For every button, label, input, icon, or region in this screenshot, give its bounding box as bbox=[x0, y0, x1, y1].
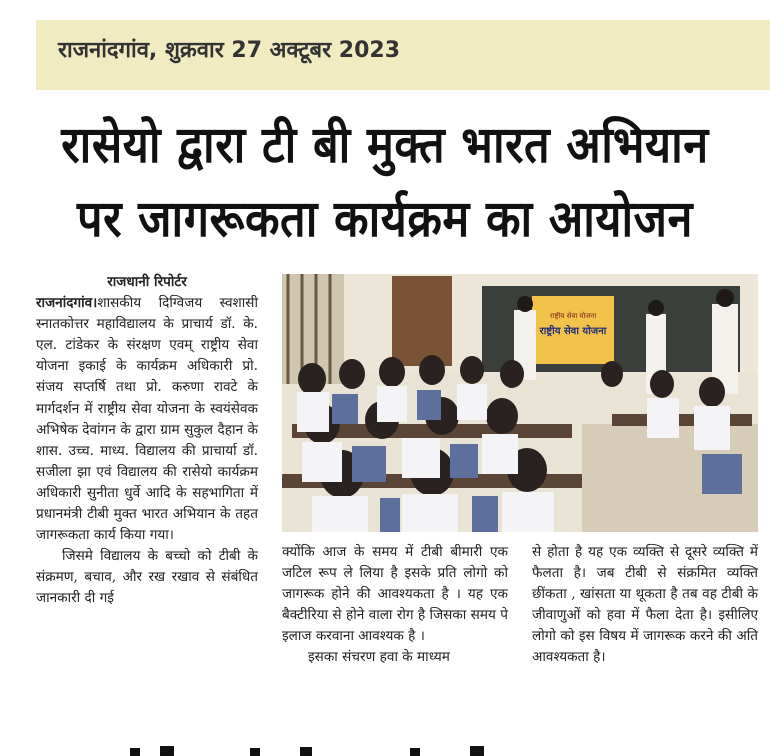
lead-place: राजनांदगांव। bbox=[36, 295, 98, 312]
article-column-3 bbox=[532, 542, 758, 669]
article-column-1 bbox=[36, 272, 258, 610]
classroom-photo-illustration bbox=[282, 274, 758, 532]
article-column-2 bbox=[282, 542, 508, 669]
banner-text-1: राष्ट्रीय सेवा योजना bbox=[549, 312, 597, 320]
headline-line-2: पर जागरूकता कार्यक्रम का आयोजन bbox=[77, 188, 693, 249]
dateline-banner bbox=[36, 20, 770, 90]
article-paragraph-1 bbox=[36, 293, 258, 546]
news-photo bbox=[282, 274, 758, 532]
banner-text-2: राष्ट्रीय सेवा योजना bbox=[539, 326, 607, 337]
dateline-text: राजनांदगांव, शुक्रवार 27 अक्टूबर 2023 bbox=[58, 38, 400, 63]
article-paragraph-4: इसका संचरण हवा के माध्यम bbox=[308, 649, 450, 666]
article-paragraph-3: क्योंकि आज के समय में टीबी बीमारी एक जटिल रूप ले लिया है इसके प्रति लोगो को जागरूक होने की आवश्यकता है । यह एक बैक्टीरिया से होने वाला रोग है जिसका समय पे इलाज करवाना आवश्यक है । bbox=[282, 544, 508, 645]
cropped-next-headline bbox=[130, 744, 550, 756]
article-paragraph-5: से होता है यह एक व्यक्ति से दूसरे व्यक्ति में फैलता है। जब टीबी से संक्रमित व्यक्ति छींकता , खांसता या थूकता है तब वह टीबी के जीवाणुओं को हवा में फैला देता है। इसीलिए लोगो को इस विषय में जागरूक करने की अति आवश्यकता है। bbox=[532, 544, 758, 666]
headline-line-1: रासेयो द्वारा टी बी मुक्त भारत अभियान bbox=[61, 114, 709, 175]
byline: राजधानी रिपोर्टर bbox=[107, 274, 187, 290]
article-paragraph-1-text: शासकीय दिग्विजय स्वशासी स्नातकोत्तर महाविद्यालय के प्राचार्य डॉ. के. एल. टांडेकर के संरक्षण एवम् राष्ट्रीय सेवा योजना इकाई के कार्यक्रम अधिकारी प्रो. संजय सप्तर्षि तथा प्रो. करुणा रावटे के मार्गदर्शन में राष्ट्रीय सेवा योजना के स्वयंसेवक अभिषेक देवांगन के द्वारा ग्राम सुकुल दैहान के शास. उच्च. माध्य. विद्यालय की प्राचार्या डॉ. सजीला झा एवं विद्यालय की रासेयो कार्यक्रम अधिकारी सुनीता धुर्वे आदि के सहभागिता में प्रधानमंत्री टीबी मुक्त भारत अभियान के तहत जागरूकता कार्य किया गया। bbox=[36, 295, 258, 544]
article-paragraph-2: जिसमे विद्यालय के बच्चो को टीबी के संक्रमण, बचाव, और रख रखाव से संबंधित जानकारी दी गई bbox=[36, 548, 258, 607]
